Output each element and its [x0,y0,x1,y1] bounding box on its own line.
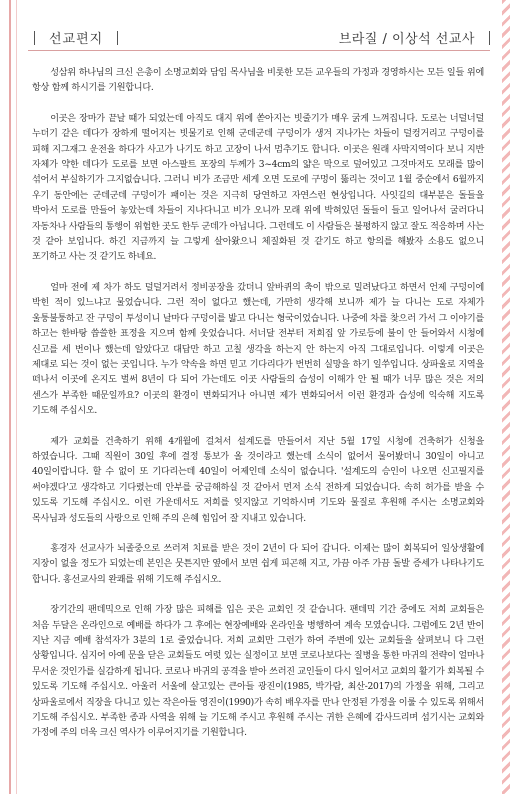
paragraph: 홍경자 선교사가 뇌졸중으로 쓰러져 치료를 받은 것이 2년이 다 되어 갑니다. 이제는 많이 회복되어 일상생활에 지장이 없을 정도가 되었는데 본인은 뭇튼지만 옆에서 보면 쉽게 피곤해 지고, 가끔 아주 가끔 돌발 증세가 나타나기도 합니다. 홍선교사의 완쾌를 위해 기도해 주십시오. [32,543,484,585]
left-margin-rule [9,0,11,794]
header-underline [28,50,490,51]
paragraph: 성삼위 하나님의 크신 은총이 소명교회와 담임 목사님을 비롯한 모든 교우들의 가정과 경영하시는 모든 일들 위에 항상 함께 하시기를 기원합니다. [32,68,484,94]
left-margin-rule-thin [16,0,17,794]
section-title: 선교편지 [49,32,104,47]
divider-bar [489,31,490,45]
right-edge-stripes [502,0,510,794]
page-header [22,20,494,50]
divider-bar [117,31,118,45]
header-author-label [339,28,490,47]
header-section-label [34,28,118,47]
paragraph: 이곳은 장마가 끝날 때가 되었는데 아직도 대지 위에 쏟아지는 빗줄기가 매우 굵게 느껴집니다. 도로는 너덜너덜 누더기 같은 데다가 장하게 떨어지는 빗물기로 인해 군데군데 구덩이가 생겨 지나가는 차들이 덜컹거리고 구덩이를 피해 지그재그 운전을 하다가 사고가 나기도 하고 고장이 나서 멈추기도 합니다. 이곳은 원래 사막지역이다 보니 지반 자체가 약한 데다가 도로를 보면 아스팔트 포장의 두께가 3~4cm의 얇은 막으로 덮어있고 그것마저도 모래를 많이 섞어서 부실하기가 그지없습니다. 그러니 비가 조금만 세게 오면 도로에 구멍이 뚫리는 것이고 1월 중순에서 6월까지 우기 동안에는 군데군데 구덩이가 패이는 것은 지극히 당연하고 자연스런 현상입니다. 사잇길의 대부분은 돌들을 박아서 도로를 만들어 놓았는데 차들이 지나다니고 비가 오니까 모래 위에 박혀있던 돌들이 들고 일어나서 굴러다니 자동차나 사람들의 통행이 위험한 곳도 한두 군데가 아닙니다. 그런데도 이 사람들은 불평하지 않고 잘도 적응하며 사는 것 같아 보입니다. 하긴 지금까지 늘 그렇게 살아왔으니 체질화된 것 같기도 하고 항의를 해봤자 소용도 없으니 포기하고 사는 것 같기도 하네요. [32,113,484,263]
paragraph: 제가 교회를 건축하기 위해 4개월에 걸쳐서 설계도를 만들어서 지난 5월 17일 시청에 건축허가 신청을 하였습니다. 그때 직원이 30일 후에 결정 통보가 올 것이라고 했는데 소식이 없어서 물어봤더니 30일이 아니고 40일이랍니다. 할 수 없이 또 기다리는데 40일이 어제인데 소식이 없습니다. '설계도의 승인이 나오면 신고필지를 써야겠다'고 생각하고 기다렸는데 안부를 궁금해하실 것 같아서 먼저 소식 전하게 되었습니다. 속히 허가를 받을 수 있도록 기도해 주십시오. 이런 가운데서도 저희를 잊지않고 기억하시며 기도와 물질로 후원해 주시는 소명교회와 목사님과 성도들의 사랑으로 인해 주의 은혜 힘입어 잘 지내고 있습니다. [32,436,484,524]
author-name: 브라질 / 이상석 선교사 [338,32,475,47]
letter-body [32,66,484,742]
paragraph: 얼마 전에 제 차가 하도 덜덜거려서 정비공장을 갔더니 앞바퀴의 축이 밖으로 밀려났다고 하면서 언제 구덩이에 박힌 적이 있느냐고 물었습니다. 그런 적이 없다고 했는데, 가만히 생각해 보니까 제가 늘 다니는 도로 자체가 울퉁불퉁하고 잔 구덩이 투성이니 날마다 구덩이를 밟고 다니는 형국이었습니다. 나중에 차를 찾으러 가서 그 이야기를 하고는 한바탕 씁쓸한 표정을 지으며 함께 웃었습니다. 서너달 전부터 저희집 앞 가로등에 불이 안 들어와서 시청에 신고를 세 번이나 했는데 알았다고 대답만 하고 고칠 생각을 하는지 안 하는지 아직 그대로입니다. 이렇게 이곳은 제대로 되는 것이 없는 곳입니다. 누가 약속을 하면 믿고 기다리다가 번번히 실망을 하기 일쑤입니다. 상파울로 지역을 떠나서 이곳에 온지도 벌써 8년이 다 되어 가는데도 이곳 사람들의 습성이 이해가 안 될 때가 너무 많은 것은 저의 센스가 부족한 때문일까요? 이곳의 환경이 변화되거나 아니면 제가 변화되어서 이런 환경과 습성에 익숙해 지도록 기도해 주십시오. [32,282,484,417]
divider-bar [34,31,35,45]
paragraph: 장기간의 팬데믹으로 인해 가장 많은 피해를 입은 곳은 교회인 것 같습니다. 팬데믹 기간 중에도 저희 교회들은 처음 두달은 온라인으로 예배를 하다가 그 후에는 현장예배와 온라인을 병행하여 계속 모였습니다. 그럼에도 2년 반이 지난 지금 예배 참석자가 3분의 1로 줄었습니다. 저희 교회만 그런가 하여 주변에 있는 교회들을 살펴보니 다 그런 상황입니다. 심지어 아예 문을 닫은 교회들도 여럿 있는 실정이고 보면 코로나보다는 질병을 통한 마귀의 전략이 얼마나 무서운 것인가를 실감하게 됩니다. 코로나 바귀의 공격을 받아 쓰러진 교인들이 다시 일어서고 교회의 활기가 회복될 수 있도록 기도해 주십시오. 아울러 서울에 살고있는 큰아들 광진이(1985, 박가람, 최산-2017)의 가정을 위해, 그리고 상파울로에서 직장을 다니고 있는 작은아들 영진이(1990)가 속히 배우자를 만나 안정된 가정을 이룰 수 있도록 위해서 기도해 주십시오. 부족한 종과 사역을 위해 늘 기도해 주시고 후원해 주시는 귀한 은혜에 감사드리며 섬기시는 교회와 가정에 주의 더욱 크신 역사가 이루어지기를 기원합니다. [32,605,484,739]
